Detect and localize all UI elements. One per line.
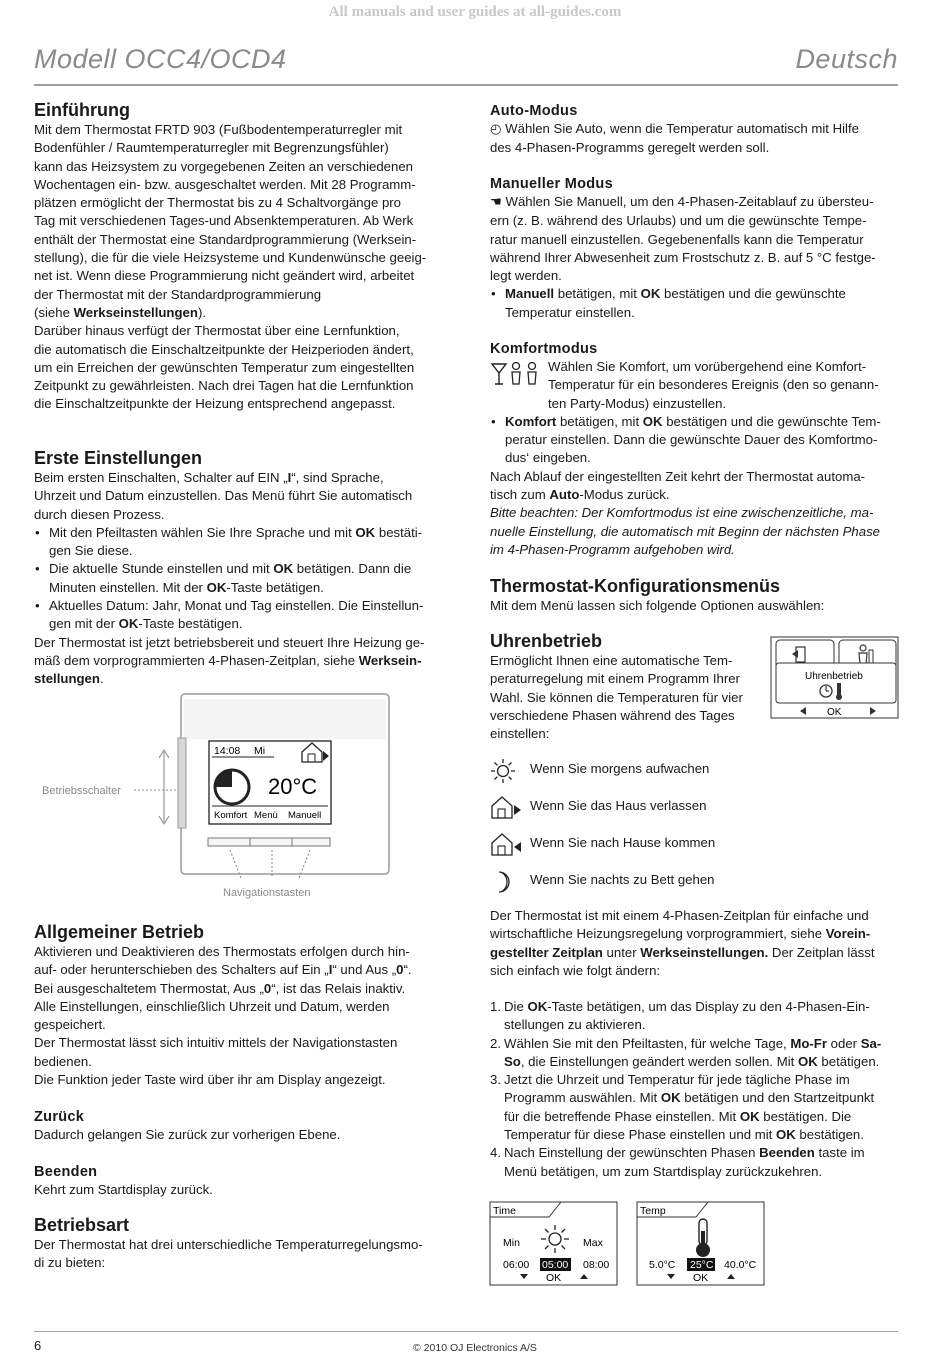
manual-line: ern (z. B. während des Urlaubs) und um die gewünschte Tempe- (490, 213, 867, 229)
comfort-line: Wählen Sie Komfort, um vorübergehend eine Komfort- (548, 359, 867, 374)
first-line: Der Thermostat ist jetzt betriebsbereit und steuert Ihre Heizung ge- (34, 634, 425, 650)
manual-line: während Ihrer Abwesenheit zum Frostschutz z. B. auf 5 °C festge- (490, 249, 876, 265)
bullet-item: • Komfort betätigen, mit OK bestätigen und die gewünschte Tem- peratur einstellen. Dann die gewünschte Dauer des Komfortmo- dus‘ eingeben. (490, 413, 900, 468)
bullet-item: • Manuell betätigen, mit OK bestätigen und die gewünschte Temperatur einstellen. (490, 285, 900, 322)
intro-see-line: (siehe Werkseinstellungen). (34, 304, 206, 320)
page-header-title: Modell OCC4/OCD4 (34, 44, 287, 74)
softkey-menu[interactable]: Menü (254, 810, 278, 821)
section-clock (490, 630, 770, 743)
bullet-item: • Mit den Pfeiltasten wählen Sie Ihre Sprache und mit OK bestäti- gen Sie diese. (34, 524, 434, 561)
phase-list (490, 760, 900, 908)
mode-line: Der Thermostat hat drei unterschiedliche Temperaturregelungsmo- (34, 1237, 423, 1252)
time-min-label: Min (503, 1237, 520, 1249)
step-item: 2. Wählen Sie mit den Pfeiltasten, für welche Tage, Mo-Fr oder Sa- So, die Einstellungen geändert werden sollen. Mit OK betätigen. (490, 1035, 882, 1069)
schedule-line: sich einfach wie folgt ändern: (490, 962, 661, 978)
step-item: 1. Die OK-Taste betätigen, um das Display zu den 4-Phasen-Ein- stellungen zu aktivieren. (490, 999, 870, 1033)
section-quit (34, 1163, 434, 1199)
quit-text: Kehrt zum Startdisplay zurück. (34, 1182, 213, 1197)
nav-button-middle[interactable] (250, 838, 292, 846)
comfort-line: ten Party-Modus) einzustellen. (548, 395, 727, 411)
heading-first-settings: Erste Einstellungen (34, 448, 203, 468)
device-upper-panel (184, 699, 386, 739)
general-line: bedienen. (34, 1053, 92, 1069)
temp-setting-display (636, 1201, 766, 1287)
heading-general: Allgemeiner Betrieb (34, 922, 205, 942)
footer-rule (34, 1331, 898, 1332)
intro-line: plätzen ermöglicht der Thermostat bis zu 4 Schaltvorgänge pro (34, 195, 402, 211)
back-text: Dadurch gelangen Sie zurück zur vorherigen Ebene. (34, 1127, 341, 1142)
heading-manual: Manueller Modus (490, 176, 613, 192)
section-mode (34, 1214, 434, 1273)
heading-quit: Beenden (34, 1164, 98, 1180)
softkey-komfort[interactable]: Komfort (214, 810, 248, 821)
general-line: gespeichert. (34, 1017, 106, 1033)
section-intro (34, 99, 434, 414)
first-line: stellungen. (34, 671, 104, 687)
intro-line: die automatisch die Einschaltzeitpunkte der Heizperioden ändert, (34, 341, 414, 357)
section-first-settings (34, 447, 434, 689)
comfort-line: Nach Ablauf der eingestellten Zeit kehrt der Thermostat automa- (490, 468, 866, 484)
clock-line: einstellen: (490, 726, 550, 742)
heading-comfort: Komfortmodus (490, 341, 598, 357)
device-day: Mi (254, 745, 266, 757)
section-auto (490, 102, 900, 158)
intro-line: Tag mit verschiedenen Tages-und Absenktemperaturen. Ab Werk (34, 213, 414, 229)
clock-menu-display (770, 636, 900, 720)
first-line: Beim ersten Einschalten, Schalter auf EIN „I“, sind Sprache, (34, 470, 384, 485)
clock-menu-label: Uhrenbetrieb (805, 671, 863, 682)
bullet-item: • Die aktuelle Stunde einstellen und mit OK betätigen. Dann die Minuten einstellen. Mit der OK-Taste betätigen. (34, 560, 434, 597)
thermostat-illustration (34, 690, 434, 905)
hand-icon: ☚ (490, 195, 502, 210)
intro-line: stellung), die für die viele Heizsysteme und Kundenwünsche geeig- (34, 250, 427, 266)
heading-auto: Auto-Modus (490, 103, 578, 119)
time-value-min: 06:00 (503, 1259, 530, 1271)
bullet-item: • Aktuelles Datum: Jahr, Monat und Tag einstellen. Die Einstellun- gen mit der OK-Taste bestätigen. (34, 597, 434, 634)
device-time: 14:08 (214, 745, 241, 757)
intro-line: Zeitpunkt zu gewährleisten. Nach drei Tagen hat die Lernfunktion (34, 378, 414, 394)
intro-line: Wochentagen ein- bzw. ausgeschaltet werden. Mit 28 Programm- (34, 176, 416, 192)
first-line: durch diesen Prozess. (34, 506, 165, 522)
party-icon (490, 360, 542, 390)
phase-item: Wenn Sie das Haus verlassen (490, 797, 900, 834)
intro-line: um ein Erreichen der gewünschten Temperatur zum eingestellten (34, 359, 415, 375)
nav-button-right[interactable] (292, 838, 330, 846)
manual-line: ratur manuell einzustellen. Gegebenenfalls kann die Temperatur (490, 231, 864, 247)
house-arrive-icon (490, 831, 524, 857)
general-line: Bei ausgeschaltetem Thermostat, Aus „0“, ist das Relais inaktiv. (34, 980, 406, 996)
device-temperature: 20°C (268, 774, 318, 799)
section-back (34, 1108, 434, 1144)
auto-clock-icon: ◴ (490, 122, 502, 137)
sun-icon (490, 758, 516, 784)
auto-line: des 4-Phasen-Programms geregelt werden soll. (490, 140, 770, 156)
first-line: Uhrzeit und Datum einzustellen. Das Menü führt Sie automatisch (34, 488, 413, 504)
time-ok: OK (546, 1272, 562, 1284)
steps-list (490, 998, 900, 1181)
section-comfort (490, 340, 900, 559)
temp-value-selected: 25°C (690, 1259, 714, 1271)
section-general (34, 921, 434, 1089)
section-manual (490, 175, 900, 322)
watermark: All manuals and user guides at all-guides.com (328, 4, 622, 20)
temp-value-max: 40.0°C (724, 1259, 757, 1271)
heading-config: Thermostat-Konfigurationsmenüs (490, 576, 781, 596)
page-header-language: Deutsch (795, 44, 898, 74)
comfort-note: Bitte beachten: Der Komfortmodus ist eine zwischenzeitliche, ma- (490, 505, 874, 521)
clock-line: Ermöglicht Ihnen eine automatische Tem- (490, 653, 733, 668)
temp-ok: OK (693, 1272, 709, 1284)
phase-item: Wenn Sie morgens aufwachen (490, 760, 900, 797)
time-setting-display (489, 1201, 619, 1287)
step-item: 3. Jetzt die Uhrzeit und Temperatur für jede tägliche Phase im Programm auswählen. Mit OK betätigen und den Startzeitpunkt für die betreffende Phase einstellen. Mit OK bestätigen. Die Temperatur für diese Phase einstellen und mit OK bestätigen. (490, 1072, 875, 1143)
mode-line: di zu bieten: (34, 1255, 106, 1271)
schedule-line: gestellter Zeitplan unter Werkseinstellungen. Der Zeitplan lässt (490, 944, 875, 960)
intro-line: Bodenfühler / Raumtemperaturregler mit Begrenzungsfühler) (34, 140, 389, 156)
header-rule (34, 84, 898, 86)
clock-line: Wahl. Sie können die Temperaturen für vier (490, 689, 743, 705)
nav-keys-label: Navigationstasten (223, 887, 311, 899)
house-leave-icon (490, 794, 524, 820)
general-line: auf- oder herunterschieben des Schalters auf Ein „I“ und Aus „0“. (34, 962, 412, 978)
step-item: 4. Nach Einstellung der gewünschten Phasen Beenden taste im Menü betätigen, um zum Startdisplay zurückzukehren. (490, 1145, 865, 1179)
phase-item: Wenn Sie nach Hause kommen (490, 834, 900, 871)
heading-clock: Uhrenbetrieb (490, 631, 603, 651)
intro-line: Darüber hinaus verfügt der Thermostat über eine Lernfunktion, (34, 323, 400, 339)
general-line: Aktivieren und Deaktivieren des Thermostats erfolgen durch hin- (34, 944, 410, 959)
switch-label: Betriebsschalter (42, 785, 121, 797)
moon-icon (490, 869, 516, 895)
general-line: Die Funktion jeder Taste wird über ihr am Display angezeigt. (34, 1072, 386, 1088)
time-value-max: 08:00 (583, 1259, 610, 1271)
device-switch (178, 738, 186, 828)
temp-value-min: 5.0°C (649, 1259, 676, 1271)
section-config (490, 575, 900, 615)
heading-back: Zurück (34, 1109, 85, 1125)
phase-item: Wenn Sie nachts zu Bett gehen (490, 871, 900, 908)
time-max-label: Max (583, 1237, 603, 1249)
time-tab: Time (493, 1205, 516, 1217)
manual-line: legt werden. (490, 268, 562, 284)
clock-line: peraturregelung mit einem Programm Ihrer (490, 671, 740, 687)
general-line: Alle Einstellungen, einschließlich Uhrzeit und Datum, werden (34, 998, 390, 1014)
intro-line: enthält der Thermostat eine Standardprogrammierung (Werksein- (34, 231, 417, 247)
intro-line: der Thermostat mit der Standardprogrammierung (34, 286, 322, 302)
copyright: © 2010 OJ Electronics A/S (413, 1342, 537, 1354)
intro-line: die Einschaltzeitpunkte der Heizung entsprechend angepasst. (34, 396, 396, 412)
general-line: Der Thermostat lässt sich intuitiv mittels der Navigationstasten (34, 1035, 398, 1051)
comfort-note: nuelle Einstellung, die automatisch mit Beginn der nächsten Phase (490, 523, 881, 539)
nav-button-left[interactable] (208, 838, 250, 846)
intro-line: kann das Heizsystem zu vorgegebenen Zeiten an verschiedenen (34, 158, 414, 174)
comfort-line: Temperatur für ein besonderes Ereignis (den so genann- (548, 377, 879, 393)
schedule-line: Der Thermostat ist mit einem 4-Phasen-Zeitplan für einfache und (490, 908, 869, 923)
heading-mode: Betriebsart (34, 1215, 130, 1235)
heading-intro: Einführung (34, 100, 130, 120)
auto-line: ◴ Wählen Sie Auto, wenn die Temperatur automatisch mit Hilfe (490, 121, 859, 137)
intro-line: net ist. Wenn diese Programmierung nicht geändert wird, arbeitet (34, 268, 415, 284)
section-schedule (490, 907, 900, 980)
temp-tab: Temp (640, 1205, 666, 1217)
comfort-note: im 4-Phasen-Programm aufgehoben wird. (490, 541, 735, 557)
intro-line: Mit dem Thermostat FRTD 903 (Fußbodentemperaturregler mit (34, 122, 403, 137)
config-text: Mit dem Menü lassen sich folgende Optionen auswählen: (490, 598, 825, 613)
page-number: 6 (34, 1338, 42, 1353)
clock-menu-ok: OK (827, 707, 842, 718)
softkey-manuell[interactable]: Manuell (288, 810, 322, 821)
clock-line: verschiedene Phasen während des Tages (490, 707, 735, 723)
manual-line: ☚ Wählen Sie Manuell, um den 4-Phasen-Zeitablauf zu übersteu- (490, 194, 874, 210)
first-line: mäß dem vorprogrammierten 4-Phasen-Zeitplan, siehe Werksein- (34, 652, 422, 668)
comfort-line: tisch zum Auto-Modus zurück. (490, 487, 670, 503)
time-value-selected: 05:00 (542, 1259, 569, 1271)
schedule-line: wirtschaftliche Heizungsregelung vorprogrammiert, siehe Vorein- (490, 926, 871, 942)
